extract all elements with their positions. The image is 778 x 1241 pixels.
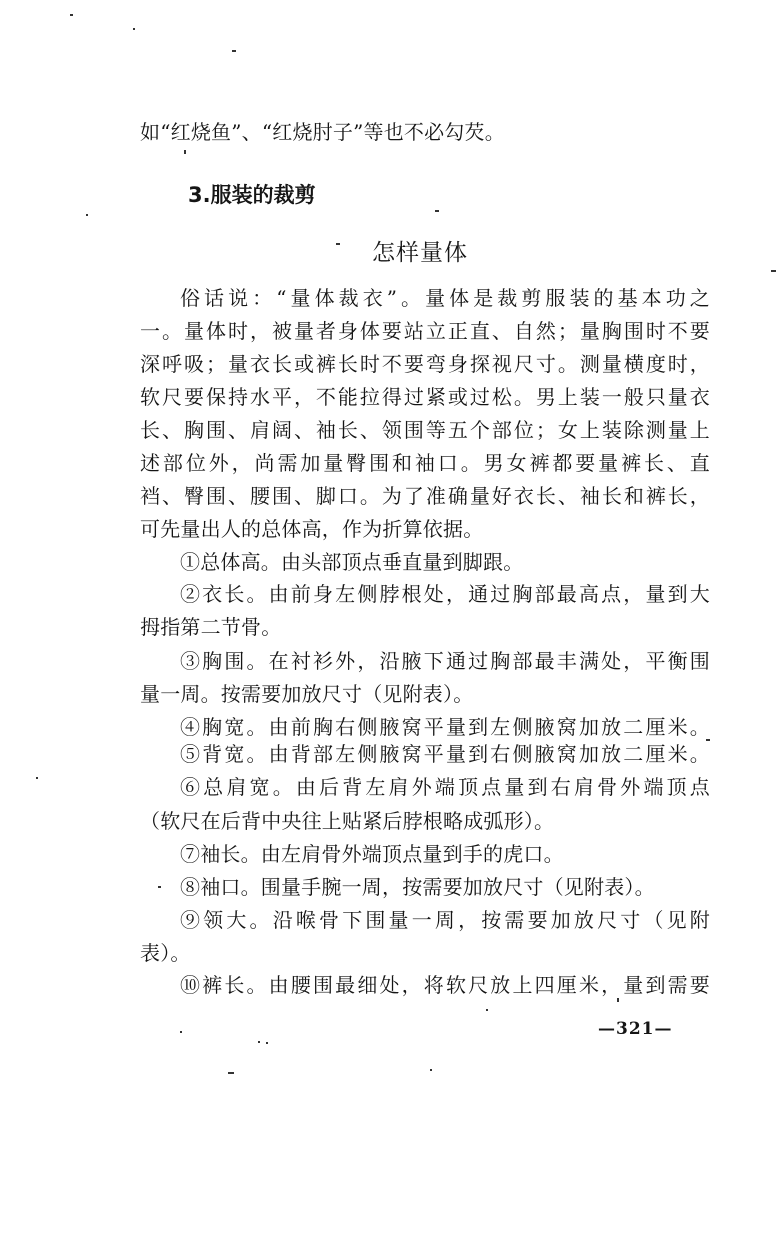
scan-speck: [430, 1069, 432, 1071]
list-item-continuation: 量一周。按需要加放尺寸（见附表）。: [140, 682, 474, 706]
list-item: ⑨领大。沿喉骨下围量一周，按需要加放尺寸（见附: [180, 908, 710, 932]
scan-speck: [184, 150, 186, 154]
list-item: ⑥总肩宽。由后背左肩外端顶点量到右肩骨外端顶点: [180, 775, 710, 799]
paragraph-line: 一。量体时，被量者身体要站立正直、自然；量胸围时不要: [140, 319, 710, 343]
subheading: 怎样量体: [372, 240, 468, 266]
list-item-continuation: （软尺在后背中央往上贴紧后脖根略成弧形）。: [140, 809, 555, 833]
scan-speck: [133, 28, 135, 30]
scan-speck: [228, 1072, 234, 1074]
list-item: ⑧袖口。围量手腕一周，按需要加放尺寸（见附表）。: [180, 875, 655, 899]
list-item: ③胸围。在衬衫外，沿腋下通过胸部最丰满处，平衡围: [180, 649, 710, 673]
scan-speck: [232, 50, 236, 52]
paragraph-line: 长、胸围、肩阔、袖长、领围等五个部位；女上装除测量上: [140, 418, 710, 442]
scan-speck: [258, 1041, 260, 1043]
scan-speck: [706, 739, 710, 741]
scan-speck: [158, 886, 161, 888]
scan-speck: [771, 270, 776, 272]
list-item: ⑩裤长。由腰围最细处，将软尺放上四厘米，量到需要: [180, 973, 710, 997]
intro-line: 如“红烧鱼”、“红烧肘子”等也不必勾芡。: [140, 120, 505, 144]
paragraph-line: 述部位外，尚需加量臀围和袖口。男女裤都要量裤长、直: [140, 451, 710, 475]
paragraph-line: 深呼吸；量衣长或裤长时不要弯身探视尺寸。测量横度时，: [140, 352, 710, 376]
section-heading: 3.服装的裁剪: [188, 183, 316, 207]
paragraph-line: 裆、臀围、腰围、脚口。为了准确量好衣长、袖长和裤长，: [140, 484, 710, 508]
scan-speck: [435, 210, 439, 212]
scan-speck: [617, 998, 619, 1002]
scan-speck: [486, 1009, 488, 1011]
list-item: ②衣长。由前身左侧脖根处，通过胸部最高点，量到大: [180, 582, 710, 606]
scan-speck: [266, 1042, 268, 1044]
scan-speck: [86, 214, 88, 216]
scan-speck: [336, 243, 340, 245]
list-item: ⑤背宽。由背部左侧腋窝平量到右侧腋窝加放二厘米。: [180, 742, 710, 766]
list-item: ④胸宽。由前胸右侧腋窝平量到左侧腋窝加放二厘米。: [180, 715, 710, 739]
paragraph-line: 可先量出人的总体高，作为折算依据。: [140, 517, 484, 541]
scan-speck: [180, 1031, 182, 1033]
list-item: ⑦袖长。由左肩骨外端顶点量到手的虎口。: [180, 842, 564, 866]
scan-speck: [70, 14, 73, 16]
list-item-continuation: 拇指第二节骨。: [140, 615, 282, 639]
paragraph-line: 俗话说：“量体裁衣”。量体是裁剪服装的基本功之: [180, 286, 710, 310]
list-item: ①总体高。由头部顶点垂直量到脚跟。: [180, 550, 524, 574]
scan-speck: [36, 777, 38, 779]
list-item-continuation: 表）。: [140, 941, 191, 965]
paragraph-line: 软尺要保持水平，不能拉得过紧或过松。男上装一般只量衣: [140, 385, 710, 409]
page-number: —321—: [598, 1019, 673, 1039]
